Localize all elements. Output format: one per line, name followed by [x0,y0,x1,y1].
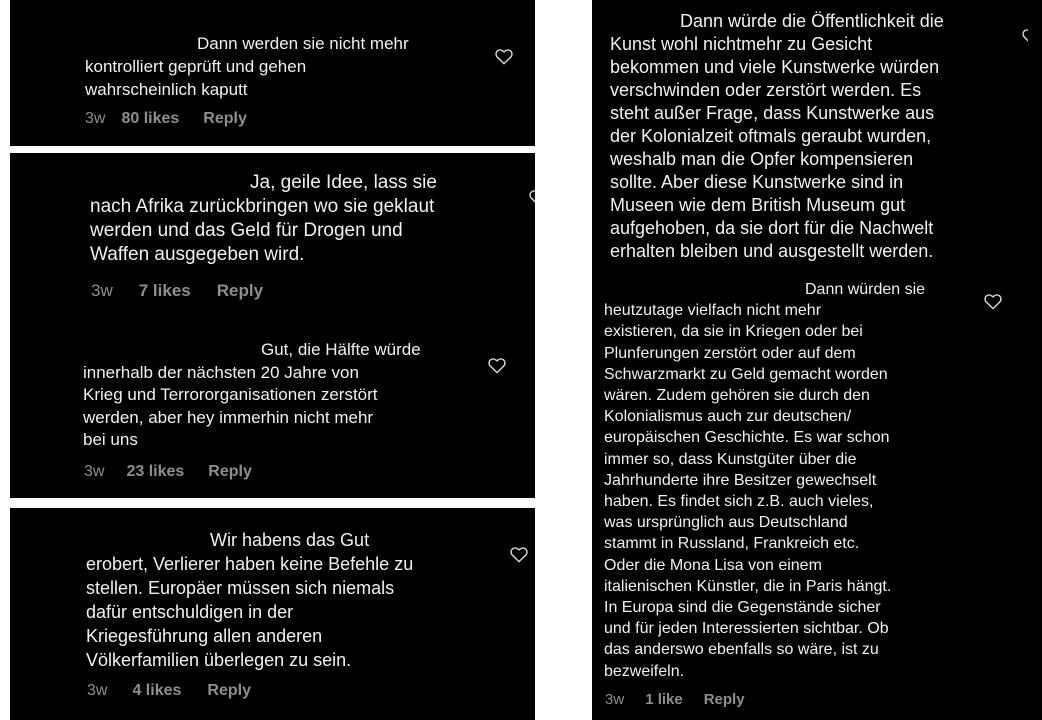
comment-meta [87,682,251,700]
comment-text: Dann werden sie nicht mehr kontrolliert geprüft und gehen wahrscheinlich kaputt [85,34,409,99]
reply-button[interactable]: Reply [207,682,251,699]
comment-meta [605,691,745,708]
reply-button[interactable]: Reply [216,281,264,300]
comment-panel-right [592,0,1042,720]
comment-text: Dann würden sie heutzutage vielfach nicht mehr existieren, da sie in Kriegen oder bei Plunferungen zerstört oder auf dem Schwarzmarkt zu Geld gemacht worden wären. Zudem gehören sie durch den Kolonialismus auch zur deutschen/ europäischen Geschichte. Es war schon immer so, dass Kunstgüter über die Jahrhunderte ihre Besitzer gewechselt haben. Es findet sich z.B. auch vieles, was ursprünglich aus Deutschland stammt in Russland, Frankreich etc. Oder die Mona Lisa von einem italienischen Künstler, die in Paris hängt. In Europa sind die Gegenstände sicher und für jeden Interessierten sichtbar. Ob das anderswo ebenfalls so wäre, ist zu bezweifeln. [604,281,926,680]
comment-likes[interactable]: 80 likes [121,110,180,127]
comment-likes[interactable]: 1 like [645,691,683,708]
reply-button[interactable]: Reply [203,110,247,127]
like-heart-icon[interactable] [529,189,535,203]
like-heart-icon[interactable] [510,546,528,563]
comment-likes[interactable]: 4 likes [132,682,182,699]
comment-text: Dann würde die Öffentlichkeit die Kunst wohl nichtmehr zu Gesicht bekommen und viele Kunstwerke würden verschwinden oder zerstört werden. Es steht außer Frage, dass Kunstwerke aus der Kolonialzeit oftmals geraubt wurden, weshalb man die Opfer kompensieren sollte. Aber diese Kunstwerke sind in Museen wie dem British Museum gut aufgehoben, da sie dort für die Nachwelt erhalten bleiben und ausgestellt werden. [610,11,944,261]
comment-text: Ja, geile Idee, lass sie nach Afrika zurückbringen wo sie geklaut werden und das Geld für Drogen und Waffen ausgegeben wird. [90,172,437,265]
comment-panel-3 [10,508,535,720]
comment-text: Wir habens das Gut erobert, Verlierer haben keine Befehle zu stellen. Europäer müssen sich niemals dafür entschuldigen in der Kriegesführung allen anderen Völkerfamilien überlegen zu sein. [86,530,414,670]
comment-timestamp: 3w [605,691,625,708]
like-heart-icon[interactable] [495,48,513,65]
comment-meta [91,281,263,301]
comment-panel-2 [10,153,535,498]
reply-button[interactable]: Reply [208,463,252,480]
like-heart-icon[interactable] [1022,28,1028,42]
comment-meta [85,110,247,128]
comment-likes[interactable]: 7 likes [138,281,191,300]
comment-timestamp: 3w [91,281,113,300]
comment-text: Gut, die Hälfte würde innerhalb der nächsten 20 Jahre von Krieg und Terrororganisationen zerstört werden, aber hey immerhin nicht mehr bei uns [83,340,421,449]
comment-meta [84,463,252,481]
comment-timestamp: 3w [87,682,108,699]
comment-timestamp: 3w [85,110,106,127]
comment-panel-1 [10,0,535,146]
comment-timestamp: 3w [84,463,105,480]
like-heart-icon[interactable] [488,357,506,374]
comment-likes[interactable]: 23 likes [126,463,185,480]
reply-button[interactable]: Reply [703,691,745,708]
like-heart-icon[interactable] [984,293,1002,310]
